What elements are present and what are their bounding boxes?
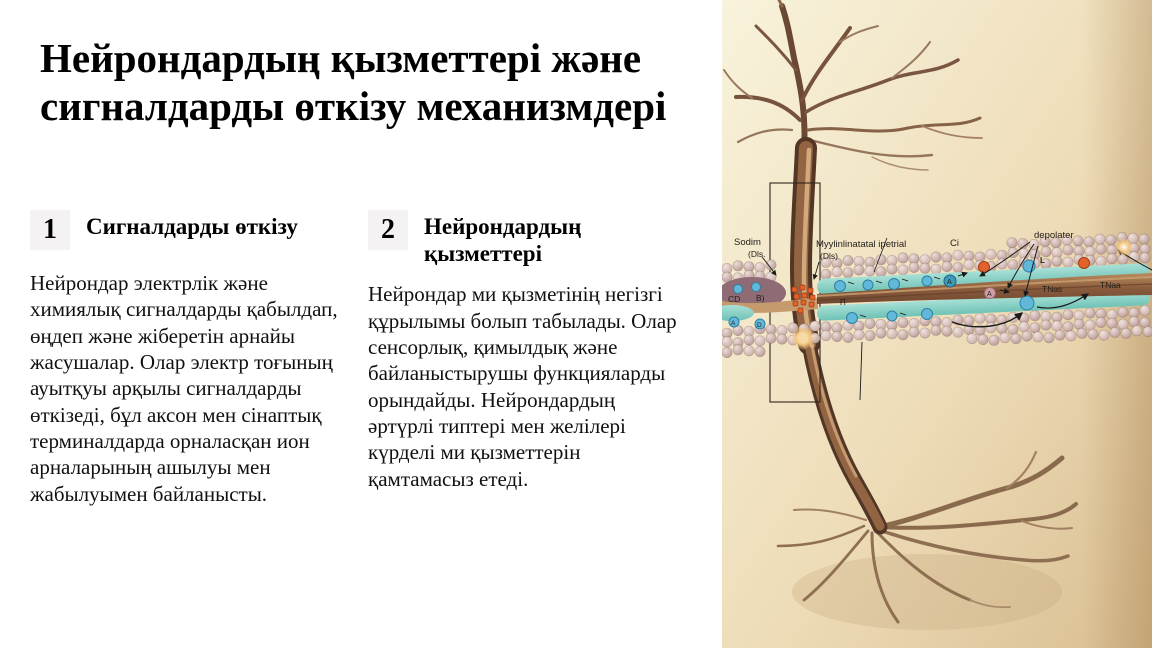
label-sodium: Sodim	[734, 237, 761, 248]
label-tn2: TNaa	[1100, 280, 1121, 290]
section-heading: Сигналдарды өткізу	[86, 214, 298, 239]
section-body-text: Нейрондар электрлік және химиялық сигналдарды қабылдап, өңдеп және жіберетін арнайы жасушалар. Олар электр тоғының ауытқуы арқылы сигналдарды өткізеді, бұл аксон мен сінаптық терминалдарда орналасқан ион арналарының ашылуы мен жабылуымен байланысты.	[30, 271, 338, 506]
label-p: П	[840, 298, 846, 307]
ion-letter: A	[987, 291, 992, 298]
label-b: B)	[756, 293, 765, 303]
ion-orange	[1079, 258, 1090, 269]
neuron-diagram-image	[722, 0, 1152, 648]
ion-letter-l: L	[1040, 256, 1045, 265]
section-header	[30, 210, 352, 250]
label-sodium-sub: (Dls.	[748, 249, 766, 259]
section-number-badge: 2	[368, 210, 408, 250]
section-heading: Нейрондардың қызметтері	[424, 214, 582, 267]
label-depolarize: depolater	[1034, 230, 1074, 241]
membrane-highlight	[1115, 238, 1133, 256]
section-signal-transmission	[30, 210, 352, 507]
neuron-illustration	[722, 0, 1152, 648]
section-neuron-functions	[368, 210, 698, 492]
section-number-badge: 1	[30, 210, 70, 250]
ion-letter: D	[757, 322, 762, 329]
section-header	[368, 210, 698, 267]
ion-letter: A	[731, 320, 736, 327]
ion-letter: A	[947, 279, 952, 286]
label-tn1: TNas	[1042, 284, 1063, 294]
slide-title: Нейрондардың қызметтері және сигналдарды өткізу механизмдері	[40, 35, 667, 130]
label-myelin: Myylinlinatatal ipetrial	[816, 239, 907, 250]
label-cd: CD	[728, 294, 741, 304]
label-myelin-sub: (Dls)	[820, 251, 838, 261]
section-body-text: Нейрондар ми қызметінің негізгі құрылымы болып табылады. Олар сенсорлық, қимылдық және байланыстырушы функцияларды орындайды. Нейрондардың әртүрлі типтері мен желілері күрделі ми қызметтерін қамтамасыз етеді.	[368, 282, 677, 491]
label-ci: Ci	[950, 238, 959, 249]
